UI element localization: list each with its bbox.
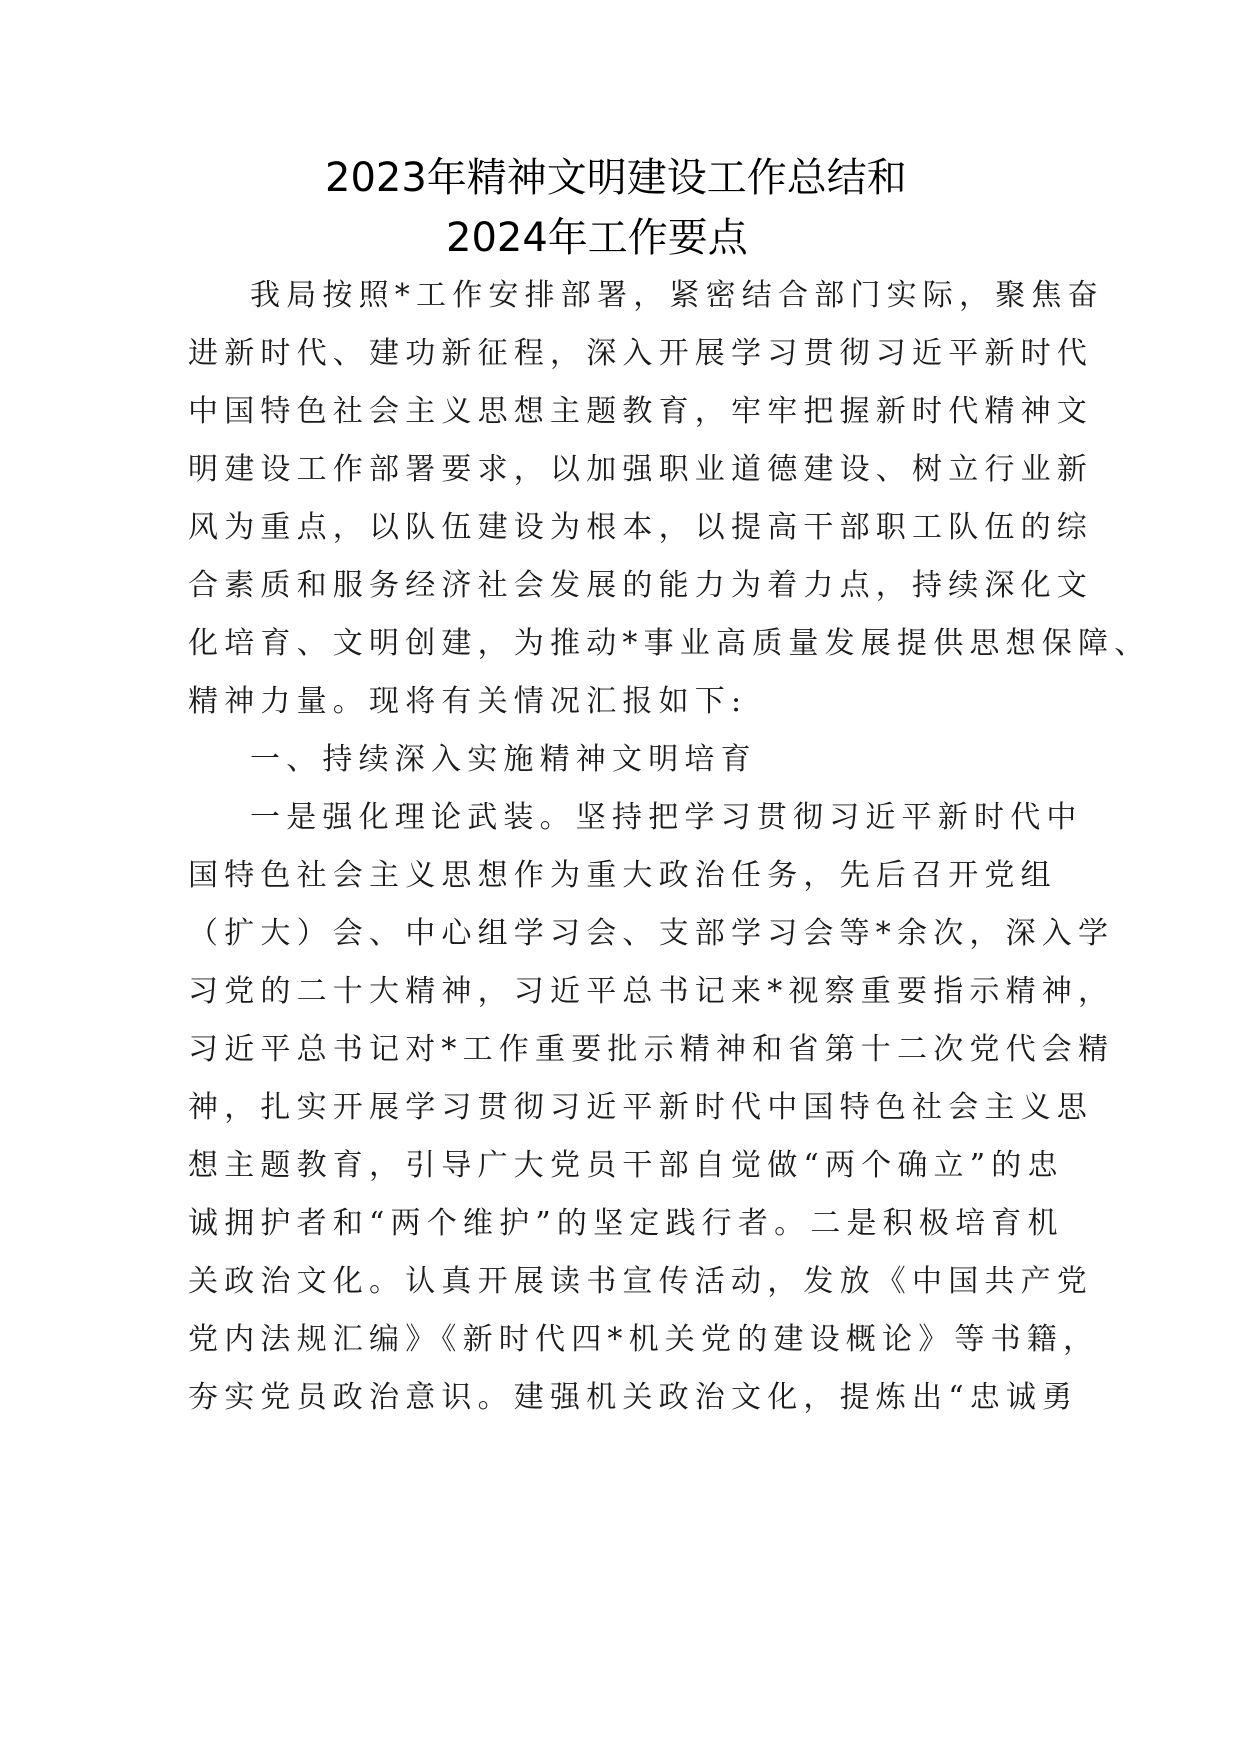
section-heading: 一、持续深入实施精神文明培育 [250,742,757,777]
intro-paragraph-line: 明建设工作部署要求，以加强职业道德建设、树立行业新 [188,452,1093,487]
section-paragraph-line: 习党的二十大精神，习近平总书记来*视察重要指示精神， [188,974,1115,1009]
intro-paragraph-line: 合素质和服务经济社会发展的能力为着力点，持续深化文 [188,568,1093,603]
document-title-line-1: 2023年精神文明建设工作总结和 [325,155,907,201]
section-paragraph-line: 党内法规汇编》《新时代四*机关党的建设概论》等书籍， [188,1322,1100,1357]
section-paragraph-line: 一是强化理论武装。坚持把学习贯彻习近平新时代中 [250,800,1083,835]
section-paragraph-line: 国特色社会主义思想作为重大政治任务，先后召开党组 [188,858,1057,893]
intro-paragraph-line: 风为重点，以队伍建设为根本，以提高干部职工队伍的综 [188,510,1093,545]
section-paragraph-line: 想主题教育，引导广大党员干部自觉做“两个确立”的忠 [188,1148,1064,1183]
intro-paragraph-line: 化培育、文明创建，为推动*事业高质量发展提供思想保障、 [188,626,1151,661]
document-title-line-2: 2024年工作要点 [446,215,748,261]
section-paragraph-line: 习近平总书记对*工作重要批示精神和省第十二次党代会精 [188,1032,1115,1067]
section-paragraph-line: 夯实党员政治意识。建强机关政治文化，提炼出“忠诚勇 [188,1380,1079,1415]
section-paragraph-line: （扩大）会、中心组学习会、支部学习会等*余次，深入学 [188,916,1115,951]
section-paragraph-line: 关政治文化。认真开展读书宣传活动，发放《中国共产党 [188,1264,1093,1299]
intro-paragraph-line: 进新时代、建功新征程，深入开展学习贯彻习近平新时代 [188,336,1093,371]
section-paragraph-line: 诚拥护者和“两个维护”的坚定践行者。二是积极培育机 [188,1206,1064,1241]
intro-paragraph-line: 我局按照*工作安排部署，紧密结合部门实际，聚焦奋 [250,278,1104,313]
intro-paragraph-line: 中国特色社会主义思想主题教育，牢牢把握新时代精神文 [188,394,1093,429]
intro-paragraph-line: 精神力量。现将有关情况汇报如下: [188,684,748,719]
section-paragraph-line: 神，扎实开展学习贯彻习近平新时代中国特色社会主义思 [188,1090,1093,1125]
